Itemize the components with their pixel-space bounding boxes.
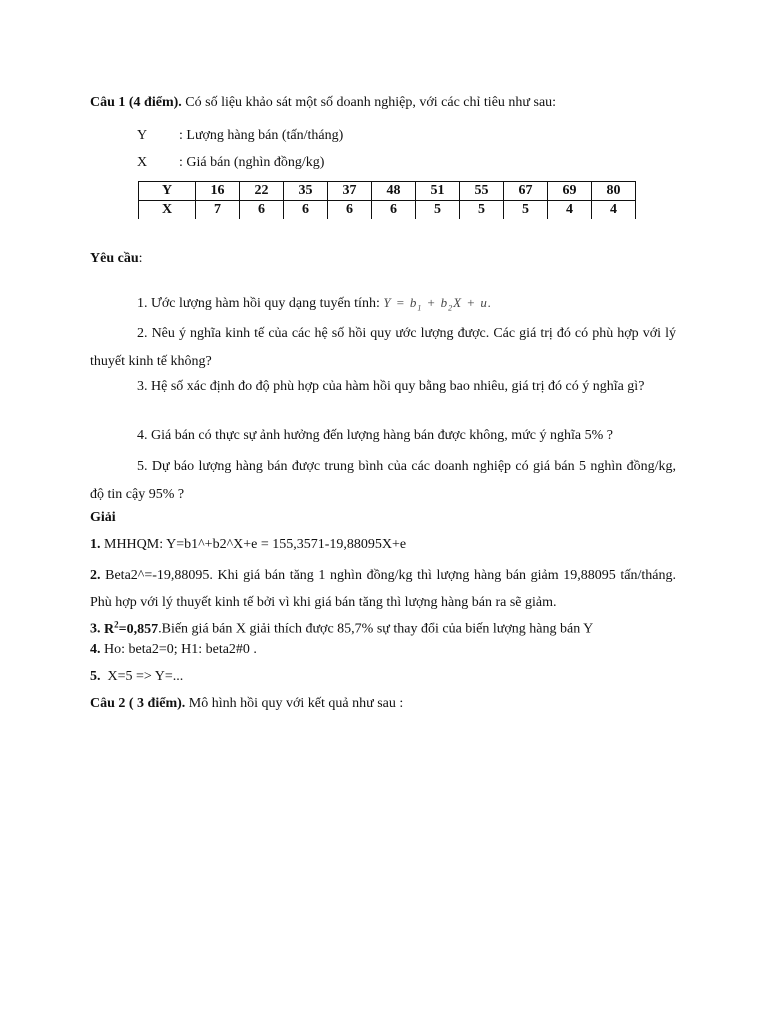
row-label-x: X — [139, 201, 196, 220]
requirements-colon: : — [138, 251, 143, 266]
table-row — [139, 201, 636, 220]
formula-b1: b — [409, 295, 418, 310]
requirement-3: 3. Hệ số xác định đo độ phù hợp của hàm hồi quy bằng bao nhiêu, giá trị đó có ý nghĩa gì? — [137, 379, 645, 394]
question-1-title: Câu 1 (4 điểm). — [90, 95, 182, 110]
table-cell: 48 — [372, 182, 416, 201]
table-cell: 6 — [240, 201, 284, 220]
answer-1-number: 1. — [90, 537, 101, 552]
requirement-1 — [137, 294, 492, 318]
answer-3-r-squared — [104, 619, 159, 637]
table-cell: 6 — [328, 201, 372, 220]
formula-plus: + — [426, 295, 437, 310]
formula-b2: b — [440, 295, 449, 310]
table-cell: 67 — [504, 182, 548, 201]
answer-5-number: 5. — [90, 669, 101, 684]
variable-x-symbol: X — [137, 155, 148, 170]
answer-3-number: 3. — [90, 621, 101, 637]
table-cell: 7 — [196, 201, 240, 220]
answer-1 — [90, 536, 406, 554]
table-cell: 69 — [548, 182, 592, 201]
table-cell: 51 — [416, 182, 460, 201]
formula-eq: = — [395, 295, 406, 310]
variable-x-desc: : Giá bán (nghìn đồng/kg) — [179, 155, 325, 170]
r-superscript: 2 — [114, 619, 119, 629]
requirement-1-text: 1. Ước lượng hàm hồi quy dạng tuyến tính: — [137, 296, 380, 311]
question-2-heading — [90, 695, 403, 713]
formula-sub-2: 2 — [448, 303, 454, 313]
row-label-y: Y — [139, 182, 196, 201]
r-squared-value: =0,857 — [118, 621, 159, 637]
table-cell: 55 — [460, 182, 504, 201]
table-cell: 16 — [196, 182, 240, 201]
data-table — [138, 181, 636, 219]
table-cell: 35 — [284, 182, 328, 201]
variable-y-desc: : Lượng hàng bán (tấn/tháng) — [179, 128, 344, 143]
requirements-heading — [90, 250, 143, 268]
variable-y-def — [137, 127, 343, 145]
variable-x-def — [137, 154, 324, 172]
question-1-intro: Có số liệu khảo sát một số doanh nghiệp, với các chỉ tiêu như sau: — [185, 95, 557, 110]
question-2-text: Mô hình hồi quy với kết quả như sau : — [185, 696, 404, 711]
answer-4-text: Ho: beta2=0; H1: beta2#0 . — [100, 642, 257, 657]
answer-4-number: 4. — [90, 642, 101, 657]
table-cell: 4 — [592, 201, 636, 220]
answer-4 — [90, 641, 257, 659]
answer-5 — [90, 668, 183, 686]
answer-2 — [90, 562, 676, 616]
table-row — [139, 182, 636, 201]
table-cell: 5 — [504, 201, 548, 220]
variable-y-symbol: Y — [137, 128, 148, 143]
table-cell: 22 — [240, 182, 284, 201]
requirement-4: 4. Giá bán có thực sự ảnh hưởng đến lượng hàng bán được không, mức ý nghĩa 5% ? — [137, 428, 613, 443]
regression-formula — [383, 295, 493, 313]
requirement-5: 5. Dự báo lượng hàng bán được trung bình của các doanh nghiệp có giá bán 5 nghìn đồng/kg, độ tin cậy 95% ? — [90, 459, 676, 502]
table-cell: 4 — [548, 201, 592, 220]
table-cell: 6 — [372, 201, 416, 220]
r-symbol: R — [104, 621, 115, 637]
requirements-title: Yêu cầu — [90, 251, 139, 266]
table-cell: 37 — [328, 182, 372, 201]
question-2-title: Câu 2 ( 3 điểm). — [90, 696, 186, 711]
answer-3-text: .Biến giá bán X giải thích được 85,7% sự thay đổi của biến lượng hàng bán Y — [158, 621, 594, 637]
answer-1-text: MHHQM: Y=b1^+b2^X+e = 155,3571-19,88095X+e — [100, 537, 407, 552]
requirement-2: 2. Nêu ý nghĩa kinh tế của các hệ số hồi quy ước lượng được. Các giá trị đó có phù hợp với lý thuyết kinh tế không? — [90, 326, 676, 369]
formula-sub-1: 1 — [417, 303, 423, 313]
answer-5-text: X=5 => Y=... — [100, 669, 184, 684]
solution-title: Giải — [90, 510, 116, 525]
table-cell: 5 — [416, 201, 460, 220]
formula-dot: . — [487, 295, 493, 310]
formula-xu: X + u — [453, 295, 488, 310]
formula-y: Y — [383, 295, 392, 310]
table-cell: 80 — [592, 182, 636, 201]
answer-2-text: Beta2^=-19,88095. Khi giá bán tăng 1 nghìn đồng/kg thì lượng hàng bán giảm 19,88095 tấn/tháng. Phù hợp với lý thuyết kinh tế bởi vì khi giá bán tăng thì lượng hàng bán ra sẽ giảm. — [90, 568, 676, 610]
table-cell: 5 — [460, 201, 504, 220]
answer-3 — [90, 615, 593, 639]
table-cell: 6 — [284, 201, 328, 220]
question-1-heading — [90, 94, 556, 112]
answer-2-number: 2. — [90, 568, 101, 583]
